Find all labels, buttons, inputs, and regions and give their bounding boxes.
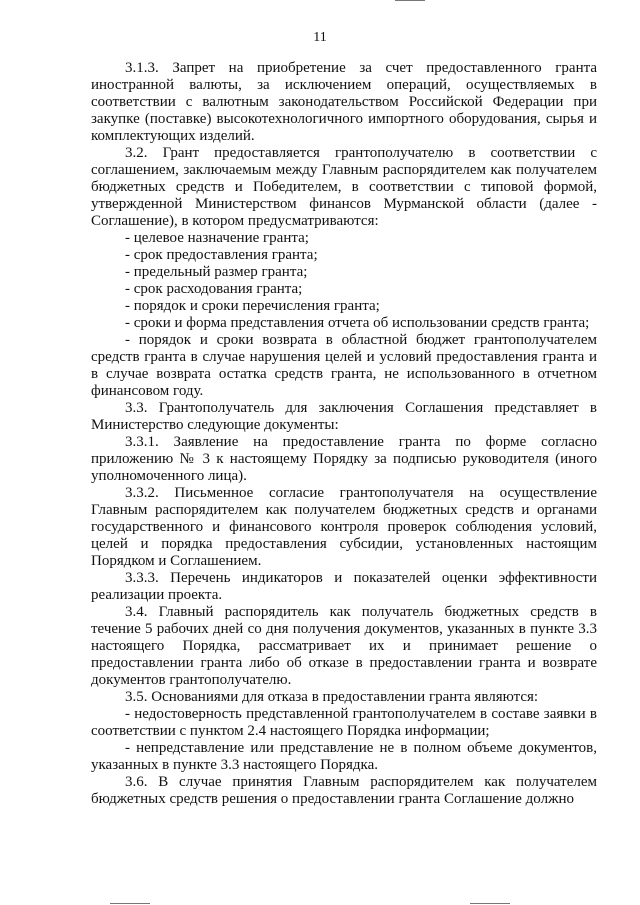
paragraph-3-1-3: 3.1.3. Запрет на приобретение за счет предоставленного гранта иностранной валюты, за исключением операций, осуществляемых в соответствии с валютным законодательством Российской Федерации при закупке (поставке) высокотехнологичного импортного оборудования, сырья и комплектующих изделий. [91, 60, 597, 144]
list-item: - сроки и форма представления отчета об использовании средств гранта; [125, 315, 590, 331]
list-item: - срок предоставления гранта; [125, 247, 318, 263]
list-item: - недостоверность представленной грантополучателем в составе заявки в соответствии с пунктом 2.4 настоящего Порядка информации; [91, 706, 597, 739]
list-item: - целевое назначение гранта; [125, 230, 309, 246]
paragraph-3-4: 3.4. Главный распорядитель как получатель бюджетных средств в течение 5 рабочих дней со дня получения документов, указанных в пункте 3.3 настоящего Порядка, рассматривает их и принимает решение о предоставлении гранта либо об отказе в предоставлении гранта и возврате документов грантополучателю. [91, 604, 597, 688]
paragraph-3-6: 3.6. В случае принятия Главным распорядителем как получателем бюджетных средств решения о предоставлении гранта Соглашение должно [91, 774, 597, 807]
scan-bottom-mark-left [110, 903, 150, 904]
paragraph-3-3-2: 3.3.2. Письменное согласие грантополучателя на осуществление Главным распорядителем как получателем бюджетных средств и органами государственного и финансового контроля проверок соблюдения условий, целей и порядка предоставления субсидии, установленных настоящим Порядком и Соглашением. [91, 485, 597, 569]
list-item: - срок расходования гранта; [125, 281, 303, 297]
paragraph-3-3-1: 3.3.1. Заявление на предоставление гранта по форме согласно приложению № 3 к настоящему Порядку за подписью руководителя (иного уполномоченного лица). [91, 434, 597, 484]
scan-bottom-mark-right [470, 903, 510, 904]
list-item: - порядок и сроки перечисления гранта; [125, 298, 380, 314]
list-item: - порядок и сроки возврата в областной бюджет грантополучателем средств гранта в случае нарушения целей и условий предоставления гранта и в случае возврата остатка средств гранта, не использованного в отчетном финансовом году. [91, 332, 597, 399]
list-item: - предельный размер гранта; [125, 264, 308, 280]
scan-top-mark [395, 0, 425, 1]
page-number: 11 [313, 30, 327, 45]
paragraph-3-5: 3.5. Основаниями для отказа в предоставлении гранта являются: [125, 689, 539, 705]
paragraph-3-3: 3.3. Грантополучатель для заключения Соглашения представляет в Министерство следующие документы: [91, 400, 597, 433]
paragraph-3-2: 3.2. Грант предоставляется грантополучателю в соответствии с соглашением, заключаемым между Главным распорядителем как получателем бюджетных средств и Победителем, в соответствии с типовой формой, утвержденной Министерством финансов Мурманской области (далее - Соглашение), в котором предусматриваются: [91, 145, 597, 229]
paragraph-3-3-3: 3.3.3. Перечень индикаторов и показателей оценки эффективности реализации проекта. [91, 570, 597, 603]
document-body [91, 60, 597, 808]
list-item: - непредставление или представление не в полном объеме документов, указанных в пункте 3.3 настоящего Порядка. [91, 740, 597, 773]
